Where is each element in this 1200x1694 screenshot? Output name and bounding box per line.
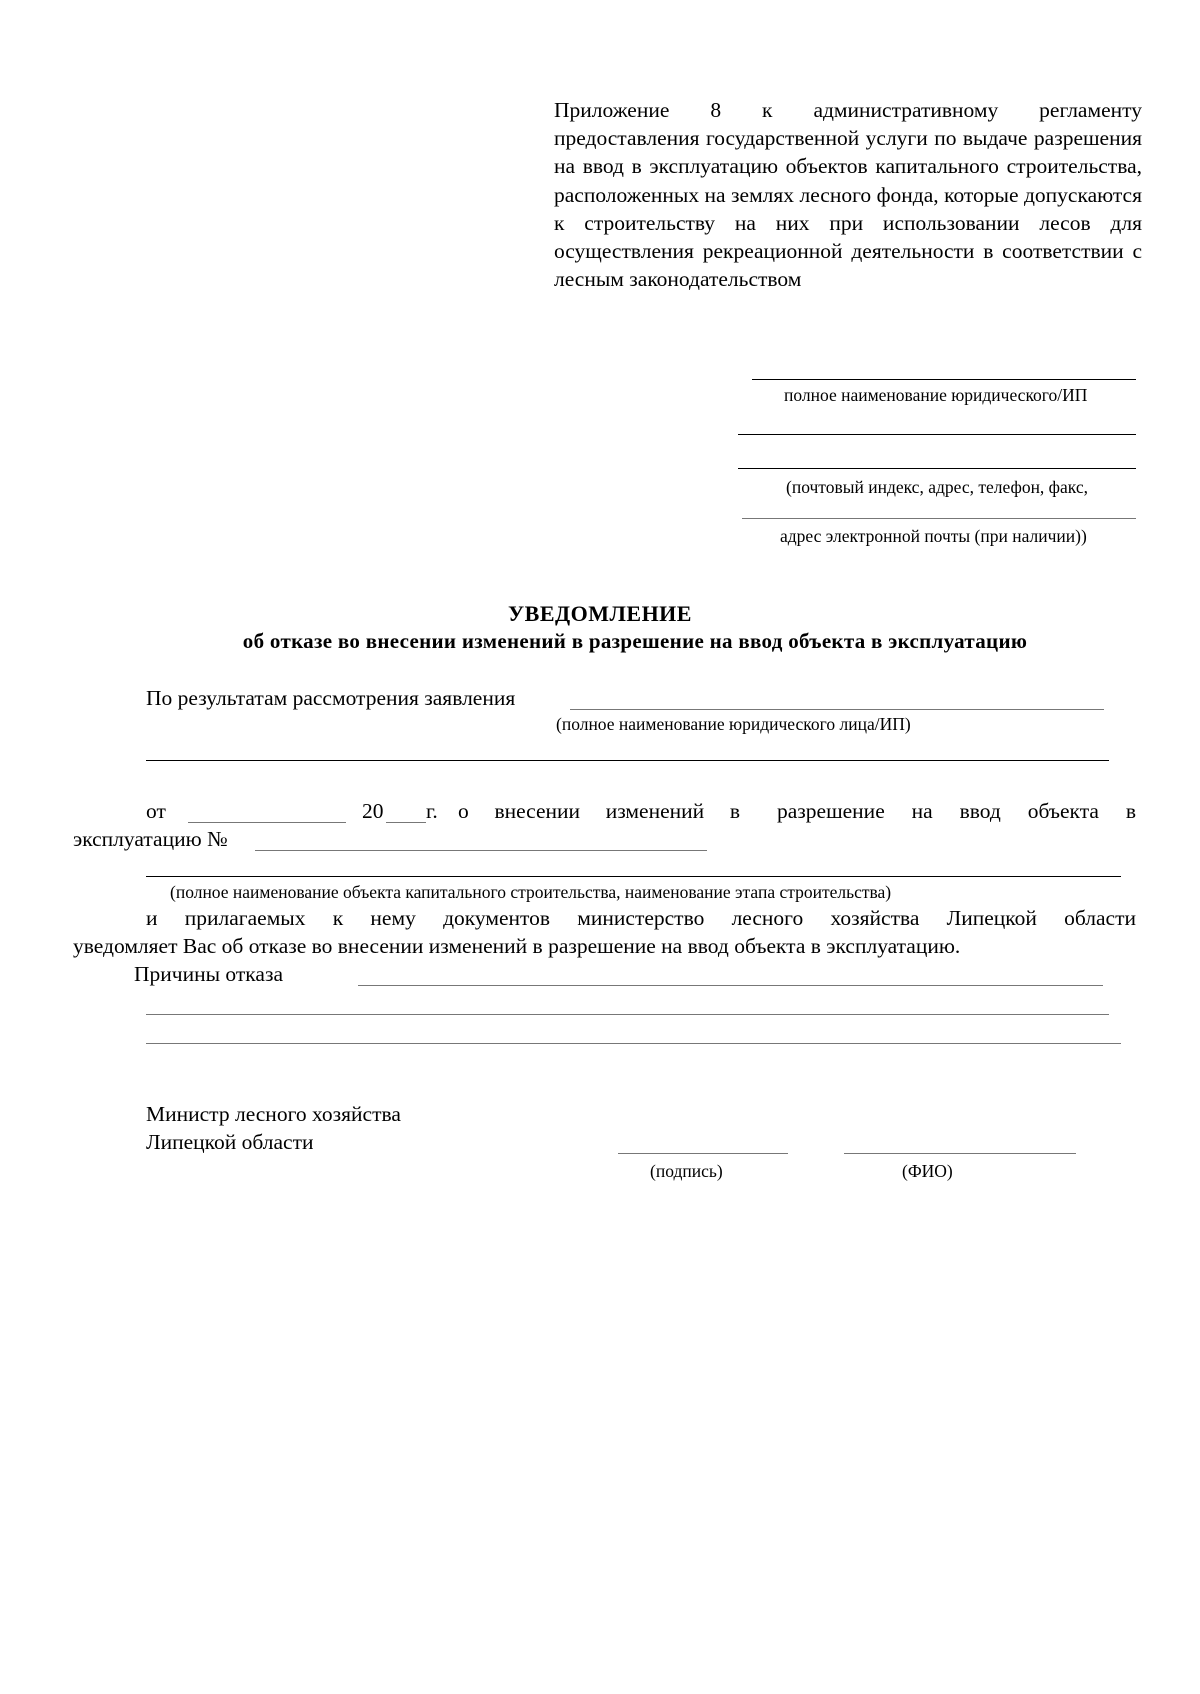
reasons-label: Причины отказа <box>134 962 283 986</box>
permit-number-line[interactable] <box>255 850 707 851</box>
object-caption: (полное наименование объекта капитального строительства, наименование этапа строительства) <box>170 882 892 902</box>
signatory-position-1: Министр лесного хозяйства <box>146 1102 401 1126</box>
document-subtitle: об отказе во внесении изменений в разрешение на ввод объекта в эксплуатацию <box>242 629 1028 653</box>
date-line[interactable] <box>188 822 346 823</box>
recipient-line-2[interactable] <box>738 434 1136 435</box>
year-line[interactable] <box>386 822 426 823</box>
notice-line-1: и прилагаемых к нему документов министерство лесного хозяйства Липецкой области <box>146 906 1136 930</box>
year-suffix: г. <box>426 799 438 823</box>
name-caption: (ФИО) <box>902 1161 953 1181</box>
reasons-line-3[interactable] <box>146 1043 1121 1044</box>
signature-caption: (подпись) <box>650 1161 723 1181</box>
recipient-name-line[interactable] <box>752 379 1136 380</box>
from-label: от <box>146 799 166 823</box>
notice-line-2: уведомляет Вас об отказе во внесении изменений в разрешение на ввод объекта в эксплуатацию. <box>73 934 961 958</box>
recipient-name-caption: полное наименование юридического/ИП <box>784 385 1088 405</box>
object-line[interactable] <box>146 876 1121 877</box>
permit-number-label: эксплуатацию № <box>73 827 228 851</box>
reasons-line-2[interactable] <box>146 1014 1109 1015</box>
on-changes-text: о внесении изменений в <box>458 799 740 823</box>
appendix-note: Приложение 8 к административному регламенту предоставления государственной услуги по выдаче разрешения на ввод в эксплуатацию объектов капитального строительства, расположенных на землях лесного фонда, которые допускаются к строительству на них при использовании лесов для осуществления рекреационной деятельности в соответствии с лесным законодательством <box>554 98 1142 292</box>
recipient-email-caption: адрес электронной почты (при наличии)) <box>780 526 1087 546</box>
permit-text: разрешение на ввод объекта в <box>777 799 1136 823</box>
reasons-line-1[interactable] <box>358 985 1103 986</box>
recipient-address-caption: (почтовый индекс, адрес, телефон, факс, <box>786 477 1088 497</box>
signatory-position-2: Липецкой области <box>146 1130 314 1154</box>
recipient-line-4[interactable] <box>742 518 1136 519</box>
application-label: По результатам рассмотрения заявления <box>146 686 516 710</box>
document-title: УВЕДОМЛЕНИЕ <box>508 601 692 626</box>
name-line[interactable] <box>844 1153 1076 1154</box>
signature-line[interactable] <box>618 1153 788 1154</box>
application-line[interactable] <box>570 709 1104 710</box>
application-caption: (полное наименование юридического лица/ИП) <box>556 714 911 734</box>
application-line-2[interactable] <box>146 760 1109 761</box>
recipient-line-3[interactable] <box>738 468 1136 469</box>
year-label: 20 <box>362 799 384 823</box>
